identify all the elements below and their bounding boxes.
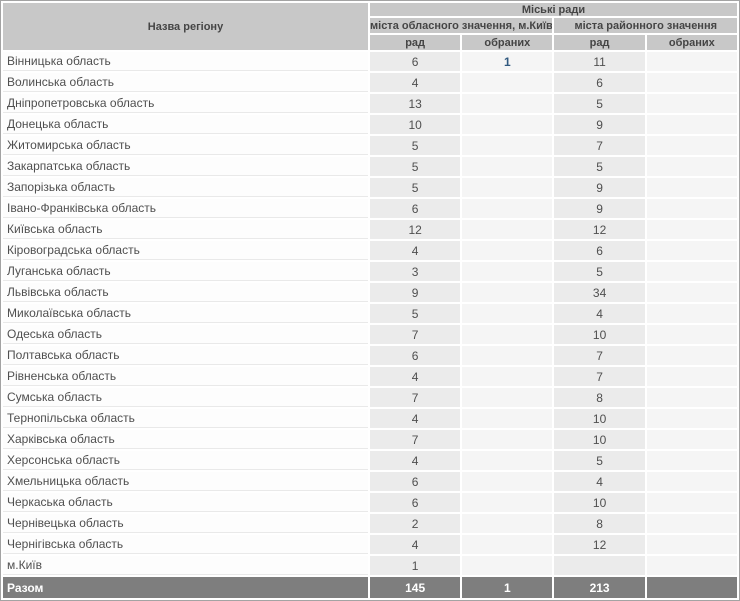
raion-elected-count [647, 136, 737, 155]
oblast-elected-count [462, 409, 552, 428]
oblast-rad-count: 7 [370, 325, 460, 344]
oblast-rad-count: 7 [370, 430, 460, 449]
oblast-elected-count [462, 514, 552, 533]
raion-rad-count: 9 [554, 199, 644, 218]
region-name: Полтавська область [3, 346, 368, 365]
table-row [3, 241, 737, 260]
raion-elected-count [647, 94, 737, 113]
oblast-elected-count [462, 157, 552, 176]
region-name: м.Київ [3, 556, 368, 575]
raion-rad-count: 7 [554, 136, 644, 155]
table-row [3, 157, 737, 176]
table-row [3, 73, 737, 92]
oblast-rad-count: 6 [370, 199, 460, 218]
oblast-rad-count: 3 [370, 262, 460, 281]
region-name: Тернопільська область [3, 409, 368, 428]
raion-elected-count [647, 52, 737, 71]
raion-elected-count [647, 493, 737, 512]
oblast-rad-count: 4 [370, 535, 460, 554]
table-row [3, 409, 737, 428]
oblast-rad-count: 4 [370, 241, 460, 260]
raion-rad-count: 4 [554, 304, 644, 323]
oblast-rad-count: 10 [370, 115, 460, 134]
oblast-elected-count [462, 451, 552, 470]
raion-rad-count: 6 [554, 73, 644, 92]
oblast-rad-count: 7 [370, 388, 460, 407]
table-row [3, 535, 737, 554]
raion-rad-count: 9 [554, 115, 644, 134]
raion-rad-count: 5 [554, 94, 644, 113]
oblast-elected-count [462, 430, 552, 449]
table-row [3, 220, 737, 239]
header-region: Назва регіону [3, 3, 368, 50]
region-name: Львівська область [3, 283, 368, 302]
region-name: Кіровоградська область [3, 241, 368, 260]
table-row [3, 262, 737, 281]
region-name: Київська область [3, 220, 368, 239]
raion-elected-count [647, 472, 737, 491]
oblast-elected-count [462, 199, 552, 218]
oblast-elected-count [462, 136, 552, 155]
raion-rad-count: 4 [554, 472, 644, 491]
raion-elected-count [647, 304, 737, 323]
table-row [3, 514, 737, 533]
oblast-elected-count [462, 73, 552, 92]
table-header [3, 3, 737, 50]
table-row [3, 283, 737, 302]
raion-rad-count: 12 [554, 535, 644, 554]
raion-elected-count [647, 451, 737, 470]
raion-rad-count: 10 [554, 430, 644, 449]
raion-rad-count: 34 [554, 283, 644, 302]
raion-elected-count [647, 115, 737, 134]
oblast-elected-link[interactable]: 1 [462, 52, 552, 71]
region-name: Івано-Франківська область [3, 199, 368, 218]
raion-elected-count [647, 262, 737, 281]
raion-elected-count [647, 178, 737, 197]
oblast-elected-count [462, 262, 552, 281]
header-oblast-significance: міста обласного значення, м.Київ [370, 19, 553, 32]
raion-rad-count: 5 [554, 262, 644, 281]
region-name: Луганська область [3, 262, 368, 281]
raion-rad-count: 5 [554, 451, 644, 470]
region-name: Закарпатська область [3, 157, 368, 176]
region-name: Рівненська область [3, 367, 368, 386]
table-row [3, 136, 737, 155]
table-row [3, 472, 737, 491]
region-name: Сумська область [3, 388, 368, 407]
header-rad-1: рад [370, 35, 460, 50]
raion-rad-count: 10 [554, 409, 644, 428]
region-name: Харківська область [3, 430, 368, 449]
header-elected-2: обраних [647, 35, 737, 50]
oblast-elected-count [462, 115, 552, 134]
oblast-elected-count [462, 178, 552, 197]
raion-elected-count [647, 535, 737, 554]
totals-row [3, 577, 737, 598]
oblast-elected-count [462, 304, 552, 323]
oblast-rad-count: 6 [370, 52, 460, 71]
raion-elected-count [647, 325, 737, 344]
oblast-rad-count: 5 [370, 136, 460, 155]
table-row [3, 52, 737, 71]
footer-oblast-rad-total: 145 [370, 577, 460, 598]
raion-elected-count [647, 283, 737, 302]
region-name: Черкаська область [3, 493, 368, 512]
table-row [3, 325, 737, 344]
oblast-elected-count [462, 220, 552, 239]
raion-elected-count [647, 367, 737, 386]
raion-rad-count: 5 [554, 157, 644, 176]
header-raion-significance: міста районного значення [554, 18, 737, 33]
table-row [3, 493, 737, 512]
raion-elected-count [647, 241, 737, 260]
region-name: Хмельницька область [3, 472, 368, 491]
table-row [3, 199, 737, 218]
raion-rad-count: 6 [554, 241, 644, 260]
raion-rad-count: 7 [554, 367, 644, 386]
oblast-elected-count [462, 241, 552, 260]
oblast-rad-count: 4 [370, 451, 460, 470]
raion-elected-count [647, 430, 737, 449]
raion-elected-count [647, 514, 737, 533]
oblast-elected-count [462, 388, 552, 407]
region-name: Запорізька область [3, 178, 368, 197]
oblast-elected-count [462, 493, 552, 512]
raion-elected-count [647, 199, 737, 218]
raion-elected-count [647, 73, 737, 92]
oblast-rad-count: 13 [370, 94, 460, 113]
region-name: Вінницька область [3, 52, 368, 71]
oblast-rad-count: 5 [370, 304, 460, 323]
oblast-elected-count [462, 367, 552, 386]
table-row [3, 346, 737, 365]
table-row [3, 451, 737, 470]
oblast-rad-count: 5 [370, 157, 460, 176]
footer-oblast-elected-total: 1 [462, 577, 552, 598]
region-name: Волинська область [3, 73, 368, 92]
raion-rad-count: 8 [554, 388, 644, 407]
raion-rad-count: 10 [554, 493, 644, 512]
table-row [3, 304, 737, 323]
raion-elected-count [647, 157, 737, 176]
raion-elected-count [647, 409, 737, 428]
footer-total-label: Разом [3, 577, 368, 598]
header-rad-2: рад [554, 35, 644, 50]
region-name: Чернівецька область [3, 514, 368, 533]
raion-elected-count [647, 388, 737, 407]
oblast-elected-count [462, 346, 552, 365]
oblast-elected-count [462, 472, 552, 491]
oblast-rad-count: 5 [370, 178, 460, 197]
raion-elected-count [647, 220, 737, 239]
oblast-elected-count [462, 283, 552, 302]
region-name: Херсонська область [3, 451, 368, 470]
table-row [3, 388, 737, 407]
oblast-rad-count: 12 [370, 220, 460, 239]
table-row [3, 94, 737, 113]
table-row [3, 178, 737, 197]
table-row [3, 367, 737, 386]
oblast-elected-count [462, 94, 552, 113]
table-footer [3, 577, 737, 598]
header-row-group [3, 3, 737, 16]
oblast-elected-count [462, 535, 552, 554]
oblast-elected-count [462, 325, 552, 344]
oblast-rad-count: 4 [370, 367, 460, 386]
oblast-rad-count: 4 [370, 409, 460, 428]
region-name: Житомирська область [3, 136, 368, 155]
raion-rad-count: 12 [554, 220, 644, 239]
oblast-rad-count: 9 [370, 283, 460, 302]
region-name: Одеська область [3, 325, 368, 344]
raion-elected-count [647, 346, 737, 365]
table-row [3, 115, 737, 134]
raion-rad-count: 9 [554, 178, 644, 197]
region-name: Дніпропетровська область [3, 94, 368, 113]
raion-rad-count: 11 [554, 52, 644, 71]
table-row [3, 430, 737, 449]
region-name: Миколаївська область [3, 304, 368, 323]
raion-rad-count: 10 [554, 325, 644, 344]
raion-rad-count: 8 [554, 514, 644, 533]
region-name: Донецька область [3, 115, 368, 134]
oblast-rad-count: 2 [370, 514, 460, 533]
footer-raion-rad-total: 213 [554, 577, 644, 598]
footer-raion-elected-total [647, 577, 737, 598]
oblast-rad-count: 6 [370, 472, 460, 491]
region-name: Чернігівська область [3, 535, 368, 554]
oblast-rad-count: 6 [370, 346, 460, 365]
oblast-rad-count: 1 [370, 556, 460, 575]
oblast-rad-count: 6 [370, 493, 460, 512]
header-elected-1: обраних [462, 35, 552, 50]
oblast-rad-count: 4 [370, 73, 460, 92]
table-body [3, 52, 737, 575]
header-city-councils: Міські ради [370, 3, 737, 16]
raion-rad-count: 7 [554, 346, 644, 365]
